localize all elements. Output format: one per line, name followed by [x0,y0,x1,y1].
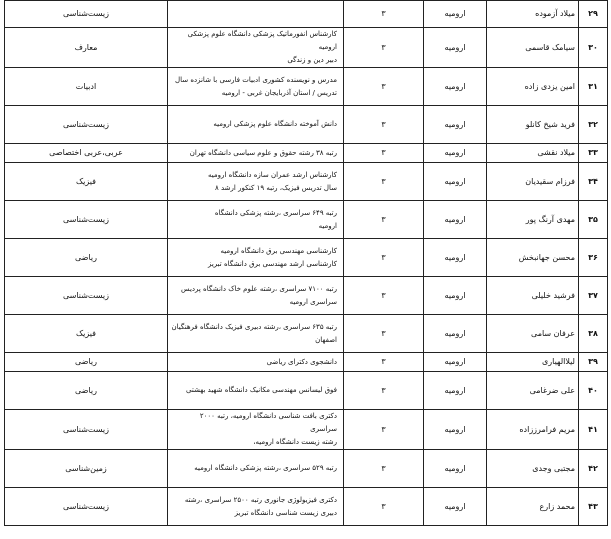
description-line: رتبه ۳۸ رشته حقوق و علوم سیاسی دانشگاه تهران [189,148,337,157]
table-row [5,410,608,450]
row-number-cell: ۲۹ [579,1,608,28]
field-cell: ریاضی [5,353,168,372]
table-body [5,1,608,526]
description-cell [168,239,344,277]
description-line: مدرس و نویسنده کشوری ادبیات فارسی با شانزده سال [175,75,337,84]
row-number-cell: ۴۲ [579,450,608,488]
description-cell [168,488,344,526]
table-row [5,315,608,353]
description-line: دانشجوی دکترای ریاضی [266,357,337,366]
city-cell: ارومیه [424,410,487,450]
field-cell: معارف [5,28,168,68]
city-cell: ارومیه [424,28,487,68]
name-cell: فرشید خلیلی [487,277,579,315]
count-cell: ۳ [344,353,424,372]
description-line: رتبه ۷۱۰۰ سراسری ،رشته علوم خاک دانشگاه پردیس [181,284,337,293]
row-number-cell: ۳۲ [579,106,608,144]
count-cell: ۳ [344,163,424,201]
row-number-cell: ۴۰ [579,372,608,410]
name-cell: مجتبی وجدی [487,450,579,488]
city-cell: ارومیه [424,1,487,28]
field-cell: زیست‌شناسی [5,277,168,315]
description-line: سراسری ارومیه [289,297,337,306]
name-cell: علی ضرغامی [487,372,579,410]
field-cell: زیست‌شناسی [5,106,168,144]
field-cell: زیست‌شناسی [5,488,168,526]
table-row [5,450,608,488]
description-cell [168,277,344,315]
count-cell: ۳ [344,201,424,239]
count-cell: ۳ [344,106,424,144]
description-cell [168,353,344,372]
row-number-cell: ۳۶ [579,239,608,277]
city-cell: ارومیه [424,239,487,277]
city-cell: ارومیه [424,144,487,163]
description-line: رتبه ۵۲۹ سراسری ،رشته پزشکی دانشگاه ارومیه [194,464,337,472]
table-row [5,277,608,315]
field-cell: فیزیک [5,163,168,201]
count-cell: ۳ [344,450,424,488]
description-cell [168,410,344,450]
count-cell: ۳ [344,1,424,28]
table-row [5,488,608,526]
description-cell [168,28,344,68]
description-line: دکتری فیزیولوژی جانوری رتبه ۲۵۰۰ سراسری ،رشته [184,495,337,504]
field-cell: فیزیک [5,315,168,353]
count-cell: ۳ [344,277,424,315]
name-cell: فرزام سقیدیان [487,163,579,201]
description-cell [168,450,344,488]
description-line: رتبه ۶۴۹ سراسری ،رشته پزشکی دانشگاه [214,208,337,217]
name-cell: میلاد نقشی [487,144,579,163]
row-number-cell: ۴۱ [579,410,608,450]
description-line: ،رشته زیست دانشگاه ارومیه [253,438,337,446]
count-cell: ۳ [344,488,424,526]
description-line: دبیر دین و زندگی [287,56,337,64]
table-row [5,353,608,372]
field-cell: زیست‌شناسی [5,201,168,239]
description-line: کارشناسی ارشد مهندسی برق دانشگاه تبریز [207,259,337,268]
table-row [5,201,608,239]
row-number-cell: ۳۹ [579,353,608,372]
name-cell: فرید شیخ کانلو [487,106,579,144]
description-line: دکتری بافت شناسی دانشگاه ارومیه، رتبه ۲۰۰۰ سراسری [199,412,337,433]
name-cell: لیلاالهیاری [487,353,579,372]
description-line: ارومیه [318,221,337,230]
description-line: فوق لیسانس مهندسی مکانیک دانشگاه شهید بهشتی [186,386,337,394]
description-line: کارشناس انفورماتیک پزشکی دانشگاه علوم پزشکی ارومیه [187,30,337,51]
field-cell: ریاضی [5,239,168,277]
table-row [5,68,608,106]
description-line: دانش آموخته دانشگاه علوم پزشکی ارومیه [213,120,337,128]
row-number-cell: ۳۵ [579,201,608,239]
description-cell [168,372,344,410]
description-line: اصفهان [315,335,337,344]
description-line: رتبه ۶۳۵ سراسری ،رشته دبیری فیزیک دانشگاه فرهنگیان [171,322,337,331]
field-cell: زیست‌شناسی [5,410,168,450]
description-line: تدریس / استان آذربایجان غربی - ارومیه [221,88,337,97]
name-cell: سیامک قاسمی [487,28,579,68]
count-cell: ۳ [344,315,424,353]
city-cell: ارومیه [424,372,487,410]
name-cell: محسن جهانبخش [487,239,579,277]
field-cell: ادبیات [5,68,168,106]
table-row [5,28,608,68]
city-cell: ارومیه [424,353,487,372]
city-cell: ارومیه [424,315,487,353]
field-cell: زیست‌شناسی [5,1,168,28]
field-cell: زمین‌شناسی [5,450,168,488]
row-number-cell: ۴۳ [579,488,608,526]
description-cell [168,68,344,106]
row-number-cell: ۳۳ [579,144,608,163]
row-number-cell: ۳۸ [579,315,608,353]
teachers-table [4,0,608,526]
description-cell [168,201,344,239]
name-cell: امین یزدی زاده [487,68,579,106]
count-cell: ۳ [344,144,424,163]
name-cell: مهدی آرنگ پور [487,201,579,239]
field-cell: ریاضی [5,372,168,410]
description-line: کارشناسی مهندسی برق دانشگاه ارومیه [220,246,337,255]
table-row [5,239,608,277]
count-cell: ۳ [344,68,424,106]
city-cell: ارومیه [424,201,487,239]
name-cell: محمد زارع [487,488,579,526]
row-number-cell: ۳۴ [579,163,608,201]
description-cell [168,106,344,144]
count-cell: ۳ [344,372,424,410]
description-cell [168,1,344,28]
table-row [5,144,608,163]
name-cell: میلاد آزموده [487,1,579,28]
city-cell: ارومیه [424,450,487,488]
description-cell [168,144,344,163]
row-number-cell: ۳۰ [579,28,608,68]
name-cell: مریم فرامرززاده [487,410,579,450]
row-number-cell: ۳۱ [579,68,608,106]
city-cell: ارومیه [424,488,487,526]
description-cell [168,163,344,201]
name-cell: عرفان سامی [487,315,579,353]
city-cell: ارومیه [424,68,487,106]
city-cell: ارومیه [424,163,487,201]
count-cell: ۳ [344,239,424,277]
city-cell: ارومیه [424,277,487,315]
city-cell: ارومیه [424,106,487,144]
table-row [5,372,608,410]
count-cell: ۳ [344,28,424,68]
table-row [5,1,608,28]
table-row [5,163,608,201]
row-number-cell: ۳۷ [579,277,608,315]
count-cell: ۳ [344,410,424,450]
description-line: دبیری زیست شناسی دانشگاه تبریز [234,508,337,517]
table-row [5,106,608,144]
description-line: ۸ سال تدریس فیزیک، رتبه ۱۹ کنکور ارشد [214,183,337,192]
field-cell: عربی،عربی اختصاصی [5,144,168,163]
description-cell [168,315,344,353]
description-line: کارشناس ارشد عمران سازه دانشگاه ارومیه [208,170,337,179]
